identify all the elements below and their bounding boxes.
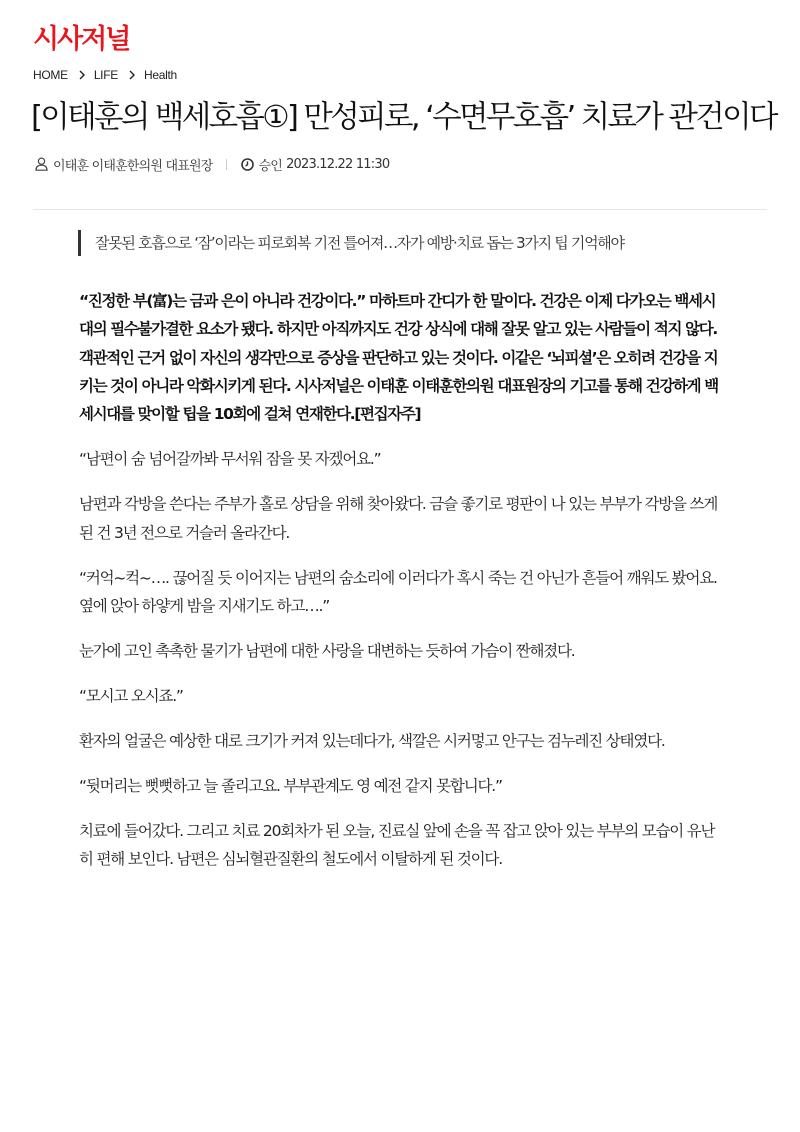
article-paragraph: 환자의 얼굴은 예상한 대로 크기가 커져 있는데다가, 색깔은 시커멓고 안구는 검누레진 상태였다. [79, 731, 665, 750]
site-logo[interactable]: 시사저널 [33, 24, 130, 55]
breadcrumb [33, 66, 177, 84]
breadcrumb-home[interactable]: HOME [33, 68, 68, 82]
breadcrumb-life[interactable]: LIFE [93, 68, 118, 82]
chevron-right-icon [79, 70, 85, 80]
byline-divider [226, 159, 227, 170]
article-paragraph: “모시고 오시죠.” [79, 686, 183, 705]
article-body [79, 287, 724, 890]
author-name[interactable]: 이태훈 이태훈한의원 대표원장 [53, 158, 213, 174]
article-paragraph: 남편과 각방을 쓴다는 주부가 홀로 상담을 위해 찾아왔다. 금슬 좋기로 평판이 나 있는 부부가 각방을 쓰게 된 건 3년 전으로 거슬러 올라간다. [79, 495, 718, 542]
article-paragraph: “커억~컥~…. 끊어질 듯 이어지는 남편의 숨소리에 이러다가 혹시 죽는 건 아닌가 흔들어 깨워도 봤어요. 옆에 앉아 하얗게 밤을 지새기도 하고….” [79, 568, 717, 616]
approval-label: 승인 [258, 158, 283, 174]
article-paragraph: 치료에 들어갔다. 그리고 치료 20회차가 된 오늘, 진료실 앞에 손을 꼭 잡고 앉아 있는 부부의 모습이 유난히 편해 보인다. 남편은 심뇌혈관질환의 철도에서 이탈하게 된 것이다. [79, 821, 715, 869]
breadcrumb-health[interactable]: Health [143, 68, 177, 82]
article-lead: “진정한 부(富)는 금과 은이 아니라 건강이다.” 마하트마 간디가 한 말이다. 건강은 이제 다가오는 백세시대의 필수불가결한 요소가 됐다. 하지만 아직까지도 건강 상식에 대해 잘못 알고 있는 사람들이 적지 않다. 객관적인 근거 없이 자신의 생각만으로 증상을 판단하고 있는 것이다. 이같은 ‘뇌피셜’은 오히려 건강을 지키는 것이 아니라 악화시키게 된다. 시사저널은 이태훈 이태훈한의원 대표원장의 기고를 통해 건강하게 백세시대를 맞이할 팁을 10회에 걸쳐 연재한다.[편집자주] [79, 292, 718, 424]
article-byline [35, 154, 389, 174]
header-divider [33, 209, 767, 210]
clock-icon [241, 158, 254, 171]
chevron-right-icon [129, 70, 135, 80]
article-title: [이태훈의 백세호흡①] 만성피로, ‘수면무호흡’ 치료가 관건이다 [31, 100, 776, 135]
approval-time: 2023.12.22 11:30 [286, 156, 390, 172]
article-subtitle: 잘못된 호흡으로 ‘잠’이라는 피로회복 기전 틀어져…자가 예방·치료 돕는 3가지 팁 기억해야 [78, 230, 624, 256]
article-paragraph: 눈가에 고인 촉촉한 물기가 남편에 대한 사랑을 대변하는 듯하여 가슴이 짠해졌다. [79, 642, 575, 661]
article-paragraph: “남편이 숨 넘어갈까봐 무서워 잠을 못 자겠어요.” [79, 450, 381, 469]
article-paragraph: “뒷머리는 뻣뻣하고 늘 졸리고요. 부부관계도 영 예전 같지 못합니다.” [79, 776, 502, 795]
user-icon [35, 157, 48, 171]
